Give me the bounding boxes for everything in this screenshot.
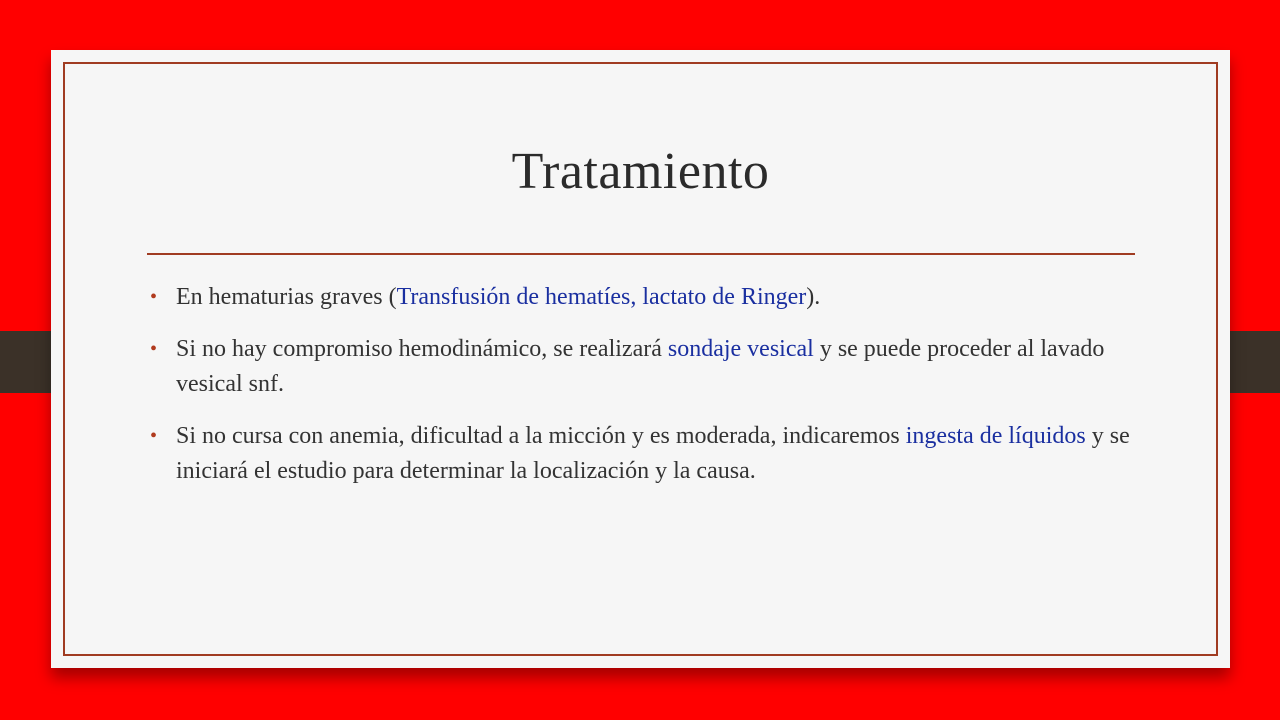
bullet-highlight: Transfusión de hematíes, lactato de Ringer xyxy=(396,284,807,310)
slide-title: Tratamiento xyxy=(511,143,770,200)
bullet-text-post: ). xyxy=(806,284,821,310)
bullet-text-pre: En hematurias graves ( xyxy=(176,284,397,310)
bullet-item xyxy=(146,419,1136,489)
bullet-highlight: ingesta de líquidos xyxy=(905,423,1086,449)
bullet-dot-icon: • xyxy=(150,338,158,360)
bullet-text-post: y se iniciará el estudio para determinar la localización y la causa. xyxy=(176,423,1130,484)
slide-card xyxy=(51,50,1230,668)
bullet-dot-icon: • xyxy=(150,425,158,447)
bullet-text-post: y se puede proceder al lavado vesical snf. xyxy=(176,336,1105,397)
title-divider xyxy=(147,253,1135,255)
bullet-highlight: sondaje vesical xyxy=(667,336,814,362)
bullet-item xyxy=(146,280,1136,315)
bullet-dot-icon: • xyxy=(150,286,158,308)
bullet-text-pre: Si no hay compromiso hemodinámico, se realizará xyxy=(176,336,668,362)
bullet-text-pre: Si no cursa con anemia, dificultad a la micción y es moderada, indicaremos xyxy=(176,423,906,449)
bullet-list xyxy=(146,280,1136,506)
bullet-item xyxy=(146,332,1136,402)
